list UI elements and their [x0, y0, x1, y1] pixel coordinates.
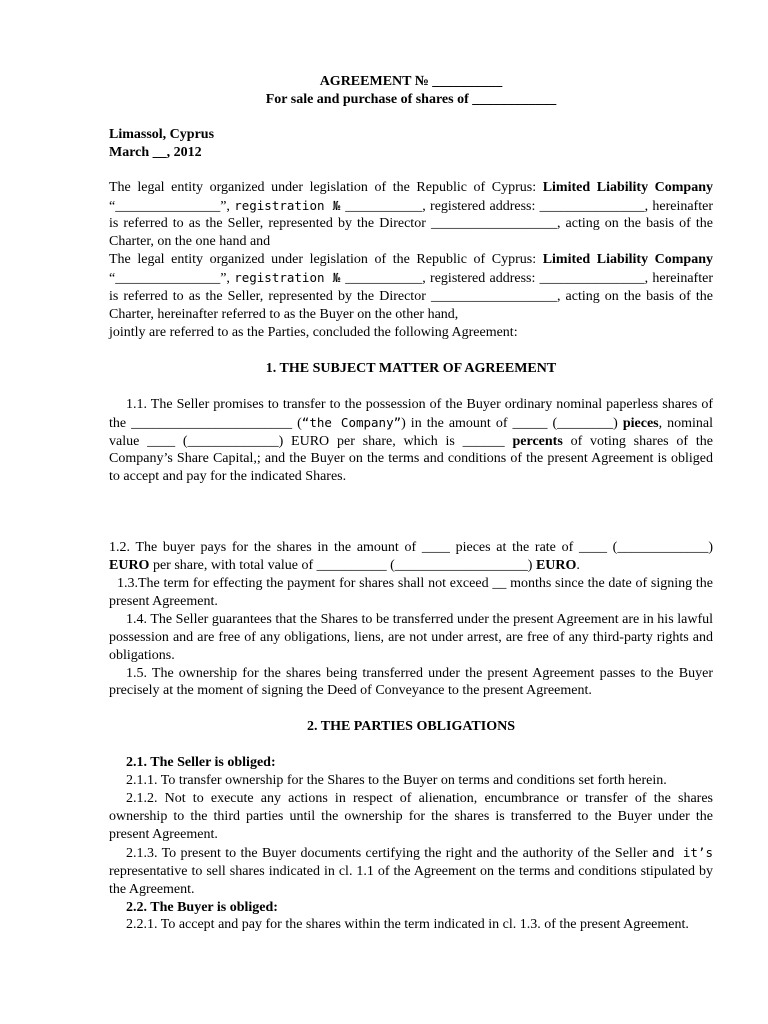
- clause-2-1-3: 2.1.3. To present to the Buyer documents certifying the right and the authority of the Seller and it’s representative to sell shares indicated in cl. 1.1 of the Agreement on the terms and conditions stipulated by the Agreement.: [109, 844, 713, 897]
- clause-2-1-2: 2.1.2. Not to execute any actions in respect of alienation, encumbrance or transfer of the shares ownership to the third parties until the ownership for the shares is transferred to the Buyer under the present Agreement.: [109, 791, 713, 842]
- agreement-title: AGREEMENT № __________: [319, 74, 503, 89]
- section-1-heading: 1. THE SUBJECT MATTER OF AGREEMENT: [265, 360, 557, 376]
- clause-1-1: 1.1. The Seller promises to transfer to the possession of the Buyer ordinary nominal paperless shares of the _______________________ (“the Company”) in the amount of _____ (________) pieces, nominal value ____ (_____________) EURO per share, which is ______ percents of voting shares of the Company’s Share Capital,; and the Buyer on the terms and conditions of the present Agreement is obliged to accept and pay for the indicated Shares.: [109, 396, 714, 485]
- clause-1-4: 1.4. The Seller guarantees that the Shares to be transferred under the present Agreement are in his lawful possession and are free of any obligations, liens, are not under arrest, are free of any third-party rights and obligations.: [109, 611, 713, 663]
- date-line: March __, 2012: [109, 144, 202, 160]
- section-2-heading: 2. THE PARTIES OBLIGATIONS: [306, 719, 515, 735]
- clause-1-2: 1.2. The buyer pays for the shares in the amount of ____ pieces at the rate of ____ (_____________) EURO per share, with total value of __________ (___________________) EURO.: [109, 540, 713, 574]
- place-line: Limassol, Cyprus: [109, 126, 215, 142]
- intro-buyer-paragraph: The legal entity organized under legislation of the Republic of Cyprus: Limited Liability Company “_______________”, registration № ___________, registered address: _______________, hereinafter is referred to as the Seller, represented by the Director __________________, acting on the basis of the Charter, hereinafter referred to as the Buyer on the other hand,: [109, 252, 713, 322]
- clause-2-1-1: 2.1.1. To transfer ownership for the Shares to the Buyer on terms and conditions set forth herein.: [126, 773, 667, 789]
- clause-1-3: 1.3.The term for effecting the payment for shares shall not exceed __ months since the date of signing the present Agreement.: [109, 576, 713, 609]
- document-page: [109, 73, 713, 934]
- clause-2-1-heading: 2.1. The Seller is obliged:: [126, 755, 276, 771]
- clause-2-2-heading: 2.2. The Buyer is obliged:: [126, 899, 278, 915]
- clause-1-5: 1.5. The ownership for the shares being transferred under the present Agreement passes to the Buyer precisely at the moment of signing the Deed of Conveyance to the present Agreement.: [109, 665, 713, 699]
- agreement-subtitle: For sale and purchase of shares of ____________: [265, 91, 557, 107]
- intro-seller-paragraph: The legal entity organized under legislation of the Republic of Cyprus: Limited Liability Company “_______________”, registration № ___________, registered address: _______________, hereinafter is referred to as the Seller, represented by the Director __________________, acting on the basis of the Charter, on the one hand and: [109, 179, 713, 250]
- intro-parties-paragraph: jointly are referred to as the Parties, concluded the following Agreement:: [109, 324, 518, 340]
- clause-2-2-1: 2.2.1. To accept and pay for the shares within the term indicated in cl. 1.3. of the present Agreement.: [126, 917, 689, 933]
